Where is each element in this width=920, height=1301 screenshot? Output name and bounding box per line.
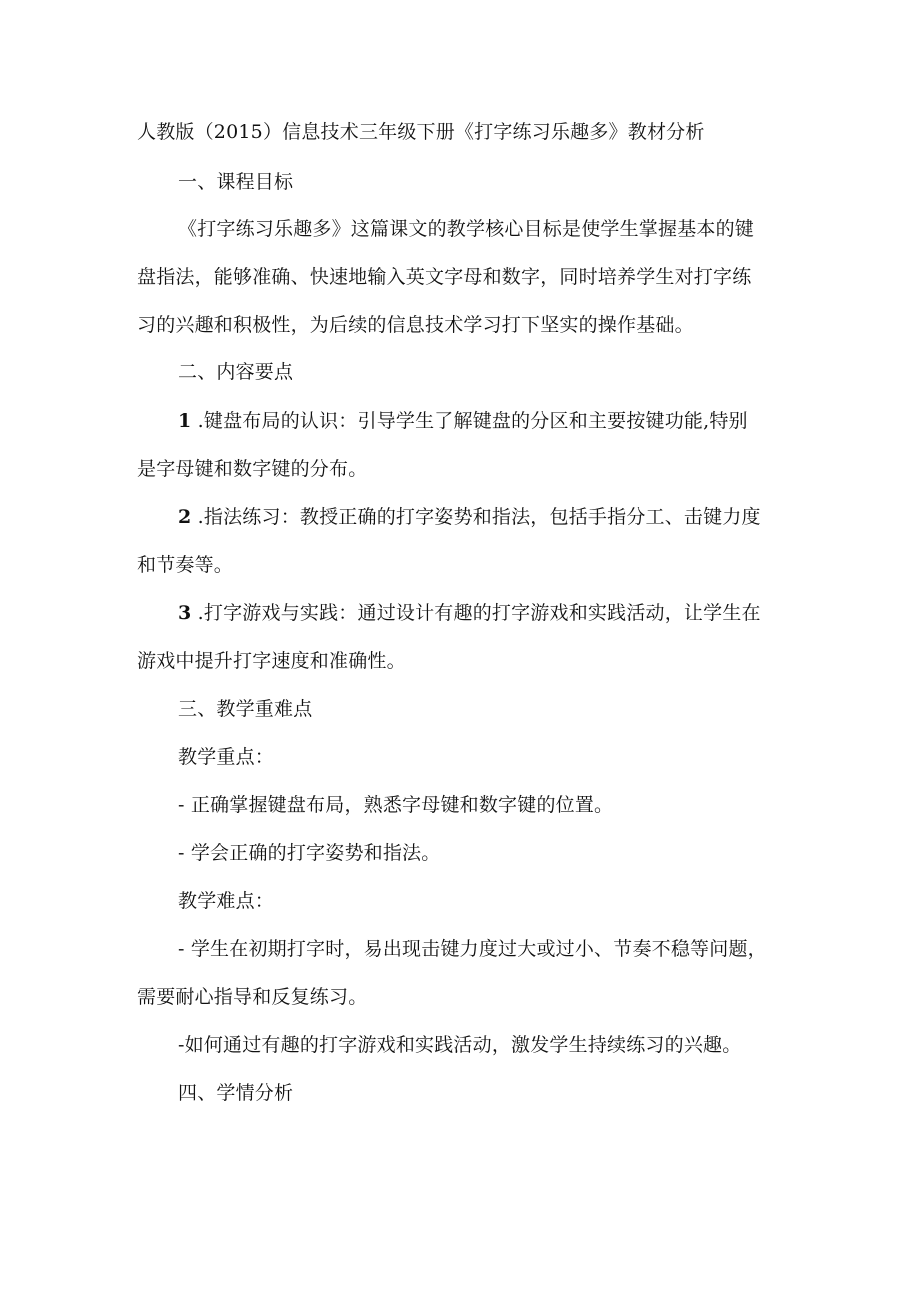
paragraph-line: 盘指法，能够准确、快速地输入英文字母和数字，同时培养学生对打字练 <box>137 266 752 288</box>
section-heading-goals: 一、课程目标 <box>178 171 294 193</box>
paragraph-line: 习的兴趣和积极性，为后续的信息技术学习打下坚实的操作基础。 <box>137 314 694 336</box>
paragraph-line: 和节奏等。 <box>137 554 234 576</box>
section-heading-difficulties: 三、教学重难点 <box>178 698 313 720</box>
key-point-item: - 学会正确的打字姿势和指法。 <box>178 842 441 864</box>
hard-point-item: - 学生在初期打字时，易出现击键力度过大或过小、节奏不稳等问题， <box>178 938 767 960</box>
list-text: .键盘布局的认识：引导学生了解键盘的分区和主要按键功能,特别 <box>197 410 748 432</box>
list-item-1 <box>178 410 838 432</box>
paragraph-line: 是字母键和数字键的分布。 <box>137 458 368 480</box>
paragraph-line: 《打字练习乐趣多》这篇课文的教学核心目标是使学生掌握基本的键 <box>178 218 755 240</box>
list-number: 1 <box>178 410 192 432</box>
key-point-item: - 正确掌握键盘布局，熟悉字母键和数字键的位置。 <box>178 794 614 816</box>
paragraph-line: 需要耐心指导和反复练习。 <box>137 986 368 1008</box>
list-text: .指法练习：教授正确的打字姿势和指法，包括手指分工、击键力度 <box>197 506 761 528</box>
section-heading-content: 二、内容要点 <box>178 361 294 383</box>
list-item-2 <box>178 506 838 528</box>
key-points-label: 教学重点： <box>178 746 275 768</box>
section-heading-analysis: 四、学情分析 <box>178 1082 294 1104</box>
paragraph-line: 游戏中提升打字速度和准确性。 <box>137 650 406 672</box>
document-title: 人教版（2015）信息技术三年级下册《打字练习乐趣多》教材分析 <box>137 121 705 143</box>
list-number: 3 <box>178 602 192 624</box>
list-number: 2 <box>178 506 192 528</box>
hard-point-item: -如何通过有趣的打字游戏和实践活动，激发学生持续练习的兴趣。 <box>178 1034 742 1056</box>
list-text: .打字游戏与实践：通过设计有趣的打字游戏和实践活动，让学生在 <box>197 602 761 624</box>
hard-points-label: 教学难点： <box>178 890 275 912</box>
list-item-3 <box>178 602 838 624</box>
